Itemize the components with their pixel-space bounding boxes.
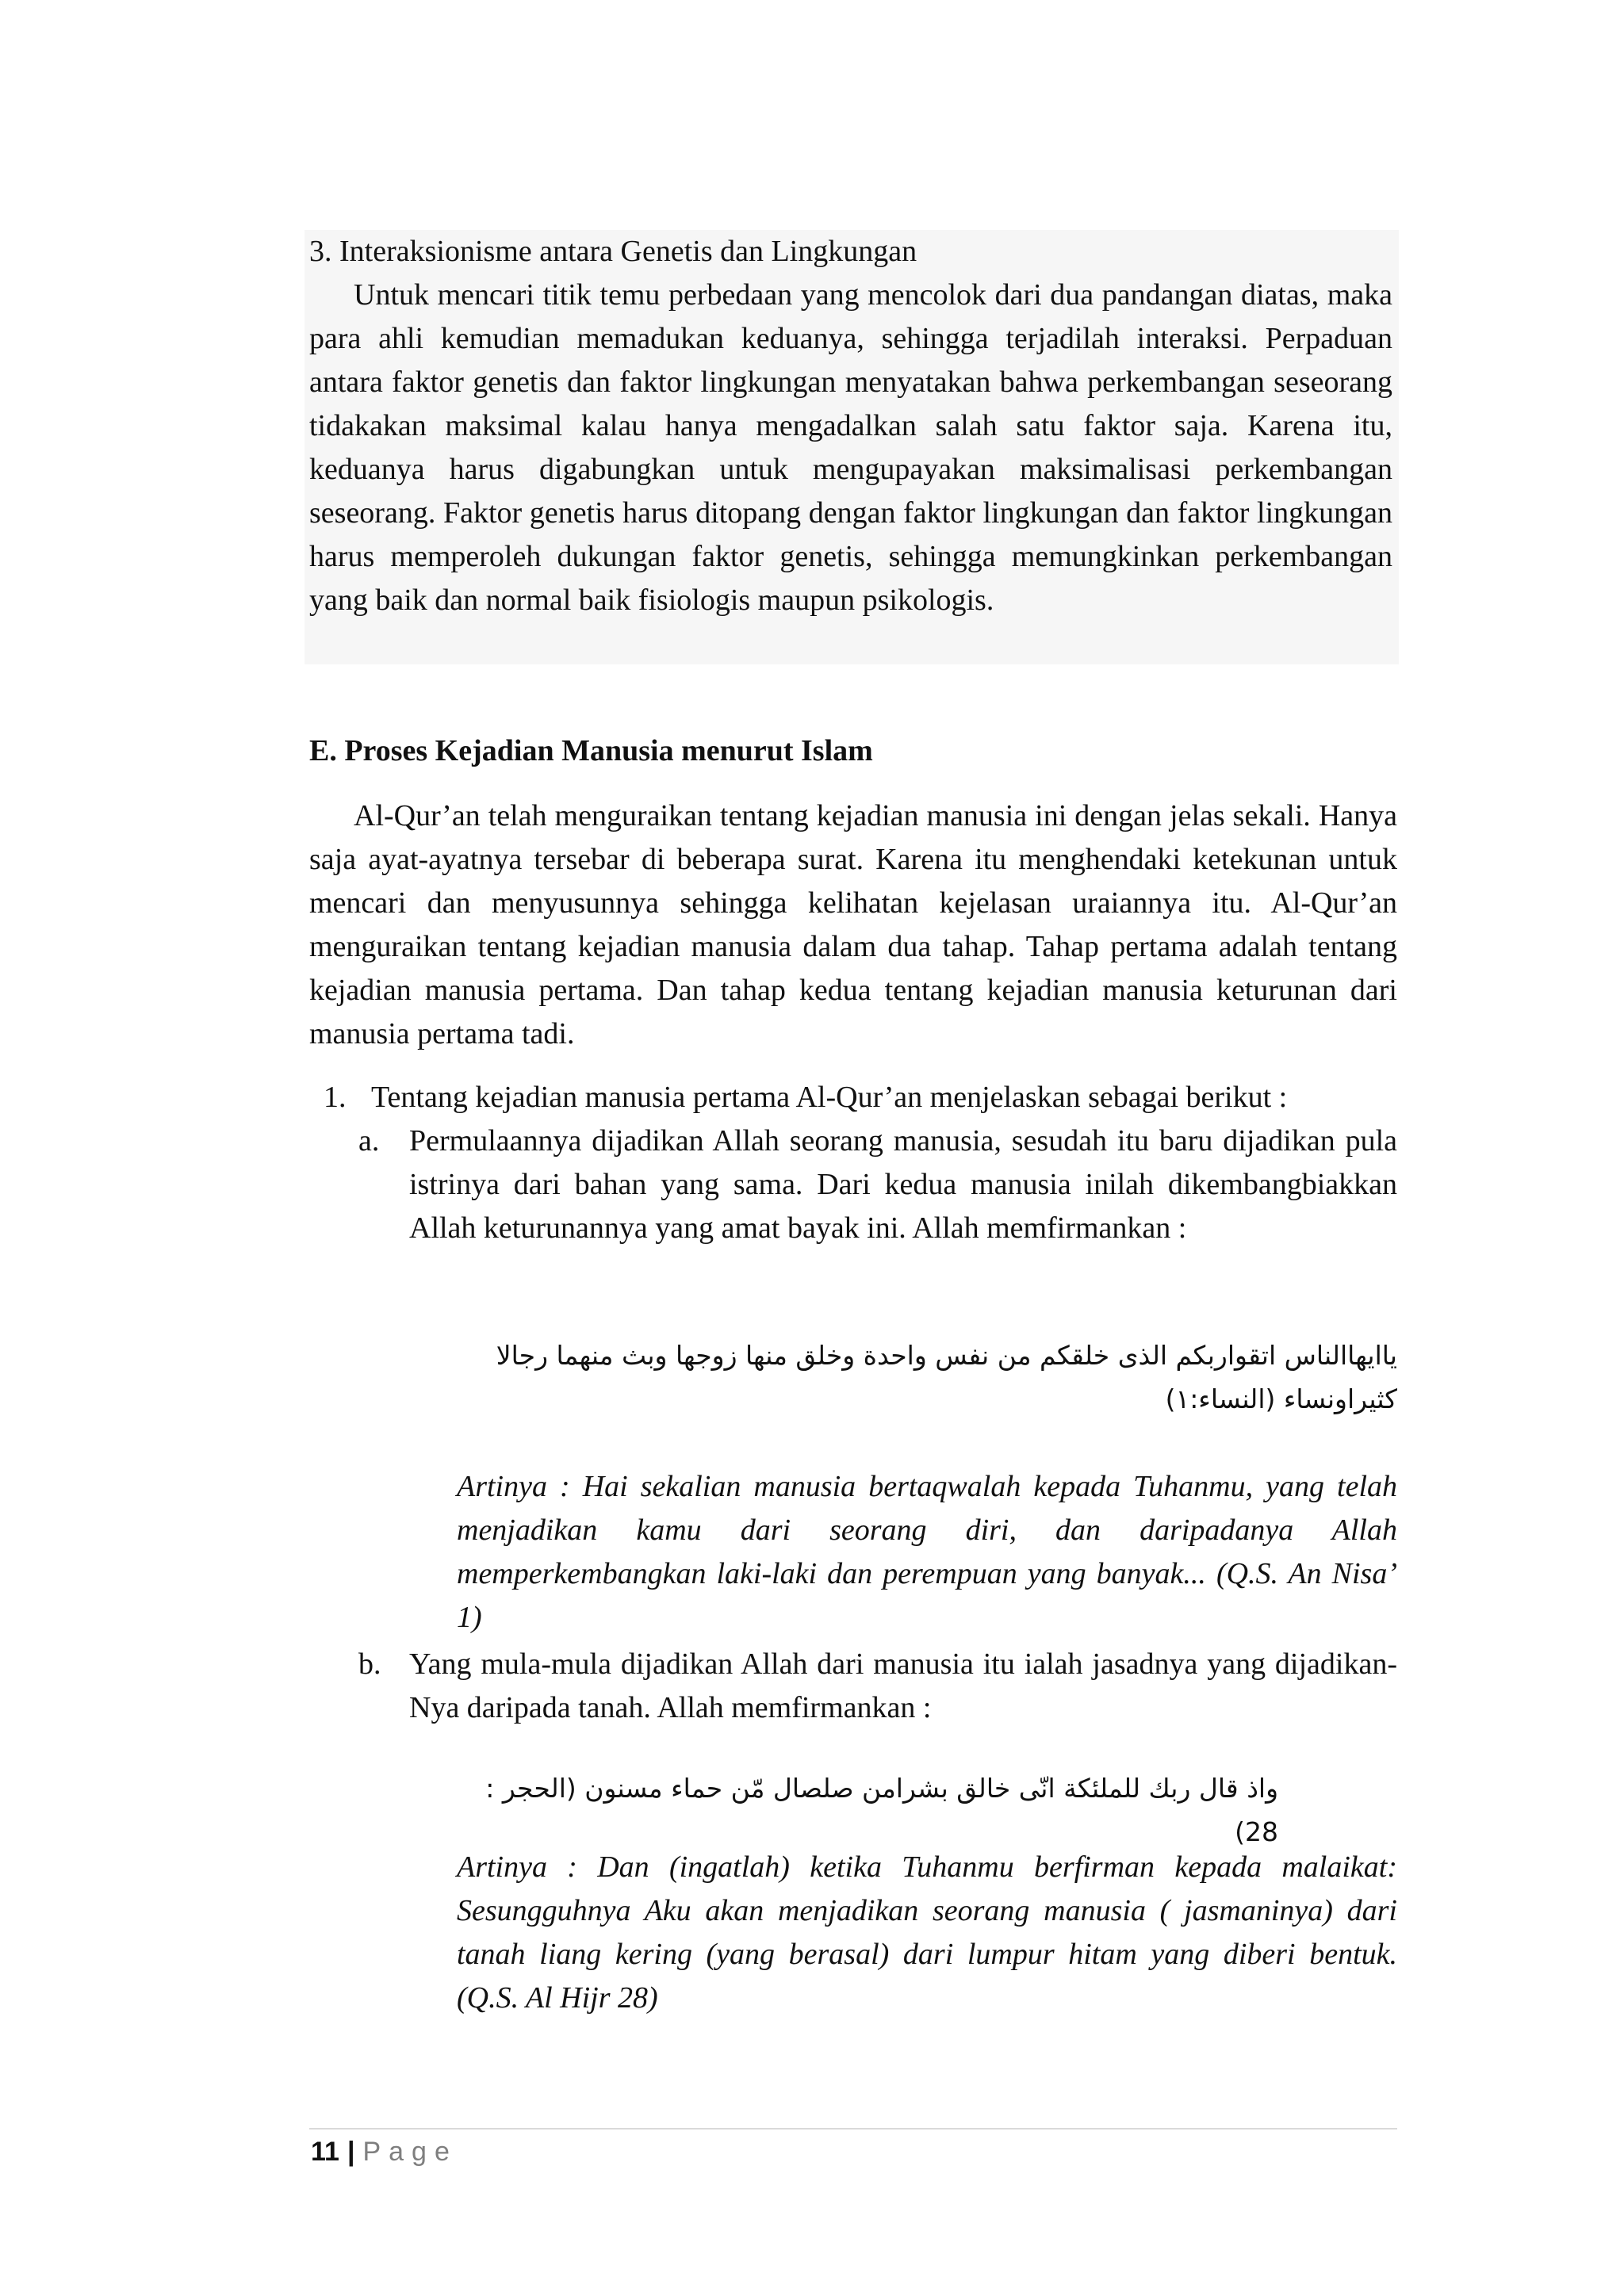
- section-e-paragraph: Al-Qur’an telah menguraikan tentang kejadian manusia ini dengan jelas sekali. Hanya saja ayat-ayatnya tersebar di beberapa surat. Karena itu menghendaki ketekunan untuk mencari dan menyusunnya sehingga kelihatan kejelasan uraiannya itu. Al-Qur’an menguraikan tentang kejadian manusia dalam dua tahap. Tahap pertama adalah tentang kejadian manusia pertama. Dan tahap kedua tentang kejadian manusia keturunan dari manusia pertama tadi.: [309, 799, 1397, 1050]
- section-3-heading: 3. Interaksionisme antara Genetis dan Lingkungan: [309, 235, 917, 268]
- translation-an-nisa: Artinya : Hai sekalian manusia bertaqwalah kepada Tuhanmu, yang telah menjadikan kamu dari seorang diri, dan daripadanya Allah memperkembangkan laki-laki dan perempuan yang banyak... (Q.S. An Nisa’ 1): [457, 1470, 1397, 1634]
- footer-separator: |: [347, 2137, 355, 2167]
- list-item-1: [324, 1076, 1397, 1119]
- page-label: Page: [362, 2137, 458, 2167]
- section-3-paragraph: Untuk mencari titik temu perbedaan yang mencolok dari dua pandangan diatas, maka para ahli kemudian memadukan keduanya, sehingga terjadilah interaksi. Perpaduan antara faktor genetis dan faktor lingkungan menyatakan bahwa perkembangan seseorang tidakakan maksimal kalau hanya mengadalkan salah satu faktor saja. Karena itu, keduanya harus digabungkan untuk mengupayakan maksimalisasi perkembangan seseorang. Faktor genetis harus ditopang dengan faktor lingkungan dan faktor lingkungan harus memperoleh dukungan faktor genetis, sehingga memungkinkan perkembangan yang baik dan normal baik fisiologis maupun psikologis.: [309, 278, 1392, 617]
- list-item-1-number: 1.: [324, 1081, 347, 1114]
- list-item-a-letter: a.: [358, 1124, 380, 1158]
- section-3: [304, 230, 1399, 664]
- section-e-heading: E. Proses Kejadian Manusia menurut Islam: [309, 734, 873, 767]
- page-number: 11: [311, 2137, 339, 2167]
- list-item-a-text: Permulaannya dijadikan Allah seorang manusia, sesudah itu baru dijadikan pula istrinya dari bahan yang sama. Dari kedua manusia inilah dikembangbiakkan Allah keturunannya yang amat bayak ini. Allah memfirmankan :: [409, 1124, 1397, 1245]
- list-item-b-text: Yang mula-mula dijadikan Allah dari manusia itu ialah jasadnya yang dijadikan-Nya daripada tanah. Allah memfirmankan :: [409, 1647, 1397, 1724]
- arabic-verse-an-nisa: ياايهاالناس اتقواربكم الذى خلقكم من نفس واحدة وخلق منها زوجها وبث منهما رجالا كثيراونساء (النساء:١): [496, 1340, 1397, 1414]
- arabic-verse-al-hijr: واذ قال ربك للملئكة انّى خالق بشرامن صلصال مّن حماء مسنون (الحجر : 28): [485, 1773, 1278, 1847]
- footer-divider: [309, 2128, 1397, 2130]
- page-footer: [311, 2134, 458, 2169]
- list-item-b-letter: b.: [358, 1647, 381, 1681]
- translation-al-hijr: Artinya : Dan (ingatlah) ketika Tuhanmu berfirman kepada malaikat: Sesungguhnya Aku akan menjadikan seorang manusia ( jasmaninya) dari tanah liang kering (yang berasal) dari lumpur hitam yang diberi bentuk. (Q.S. Al Hijr 28): [457, 1850, 1397, 2015]
- list-item-1-text: Tentang kejadian manusia pertama Al-Qur’an menjelaskan sebagai berikut :: [371, 1081, 1288, 1114]
